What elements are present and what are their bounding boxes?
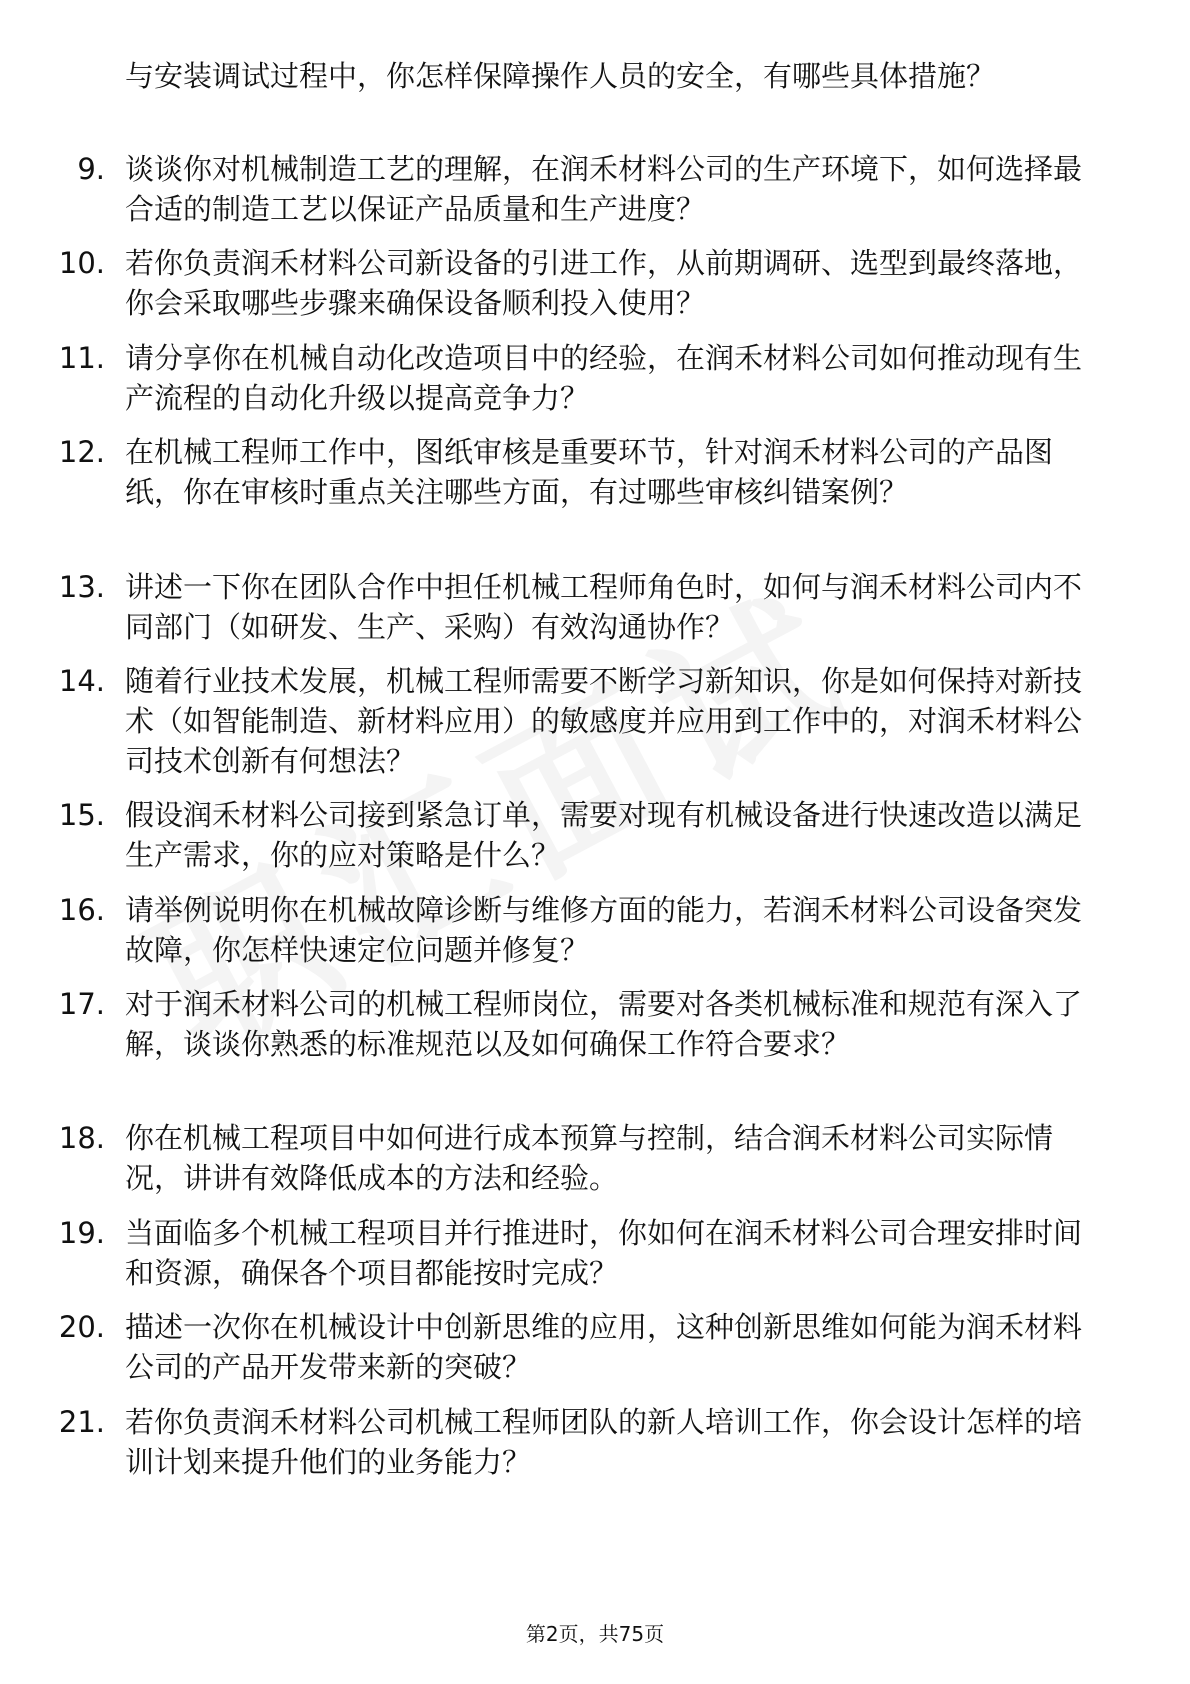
question-text: 在机械工程师工作中，图纸审核是重要环节，针对润禾材料公司的产品图纸，你在审核时重点关注哪些方面，有过哪些审核纠错案例？ [125, 435, 1054, 509]
question-number: 12. [58, 435, 105, 469]
question-text: 当面临多个机械工程项目并行推进时，你如何在润禾材料公司合理安排时间和资源，确保各个项目都能按时完成？ [125, 1216, 1083, 1290]
question-text: 对于润禾材料公司的机械工程师岗位，需要对各类机械标准和规范有深入了解，谈谈你熟悉的标准规范以及如何确保工作符合要求？ [125, 987, 1083, 1061]
question-number: 13. [58, 570, 105, 604]
question-number: 20. [58, 1310, 105, 1344]
question-text: 描述一次你在机械设计中创新思维的应用，这种创新思维如何能为润禾材料公司的产品开发带来新的突破？ [125, 1310, 1083, 1384]
question-number: 17. [58, 987, 105, 1021]
question-text: 若你负责润禾材料公司机械工程师团队的新人培训工作，你会设计怎样的培训计划来提升他们的业务能力？ [125, 1405, 1083, 1479]
question-text: 随着行业技术发展，机械工程师需要不断学习新知识，你是如何保持对新技术（如智能制造、新材料应用）的敏感度并应用到工作中的，对润禾材料公司技术创新有何想法？ [125, 664, 1083, 778]
question-text: 假设润禾材料公司接到紧急订单，需要对现有机械设备进行快速改造以满足生产需求，你的应对策略是什么？ [125, 798, 1083, 872]
question-text: 讲述一下你在团队合作中担任机械工程师角色时，如何与润禾材料公司内不同部门（如研发、生产、采购）有效沟通协作？ [125, 570, 1083, 644]
question-number: 19. [58, 1216, 105, 1250]
question-text: 谈谈你对机械制造工艺的理解，在润禾材料公司的生产环境下，如何选择最合适的制造工艺以保证产品质量和生产进度？ [125, 152, 1083, 226]
question-number: 16. [58, 893, 105, 927]
question-number: 11. [58, 341, 105, 375]
page-footer: 第2页，共75页 [525, 1622, 665, 1646]
question-number: 15. [58, 798, 105, 832]
question-text: 请分享你在机械自动化改造项目中的经验，在润禾材料公司如何推动现有生产流程的自动化升级以提高竞争力？ [125, 341, 1083, 415]
question-text: 请举例说明你在机械故障诊断与维修方面的能力，若润禾材料公司设备突发故障，你怎样快速定位问题并修复？ [125, 893, 1083, 967]
question-text: 若你负责润禾材料公司新设备的引进工作，从前期调研、选型到最终落地，你会采取哪些步骤来确保设备顺利投入使用？ [125, 246, 1083, 320]
question-number: 14. [58, 664, 105, 698]
question-text: 你在机械工程项目中如何进行成本预算与控制，结合润禾材料公司实际情况，讲讲有效降低成本的方法和经验。 [125, 1121, 1054, 1195]
question-number: 21. [58, 1405, 105, 1439]
question-number: 10. [58, 246, 105, 280]
question-number: 18. [58, 1121, 105, 1155]
question-number: 9. [77, 152, 105, 186]
continued-question-text: 与安装调试过程中，你怎样保障操作人员的安全，有哪些具体措施？ [125, 59, 996, 93]
